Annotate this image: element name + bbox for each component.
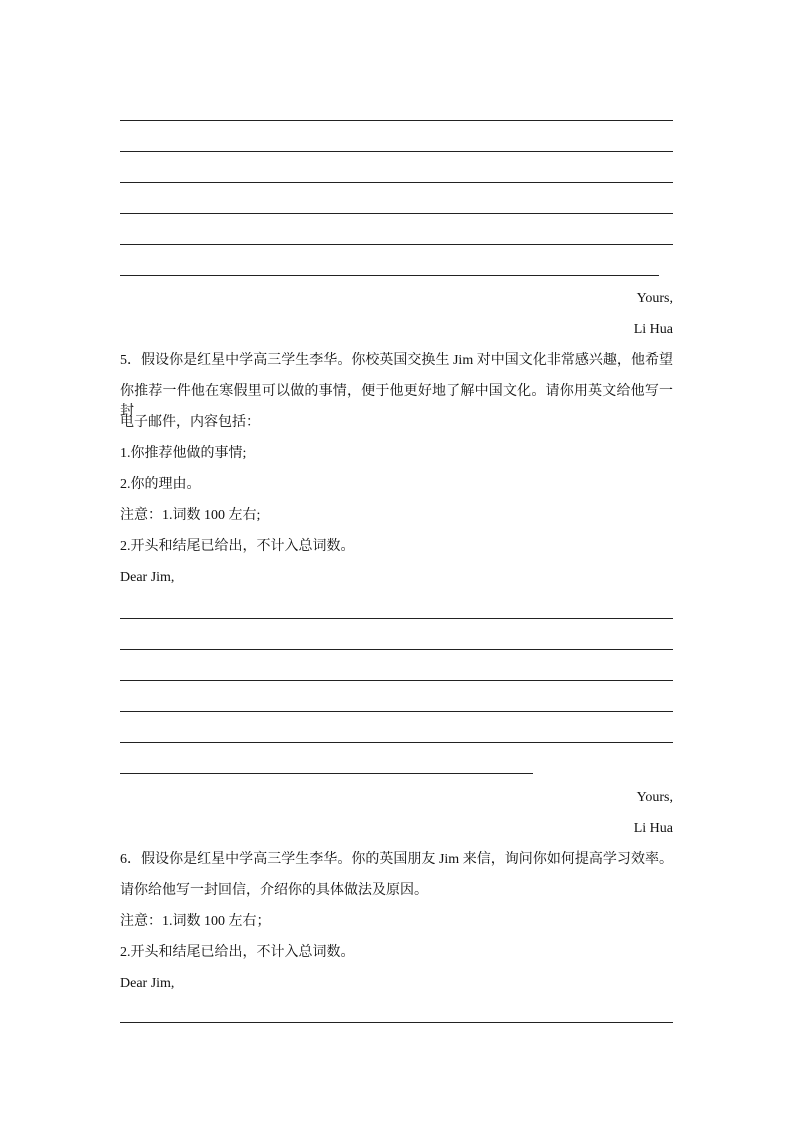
answer-line <box>120 649 673 650</box>
q5-prompt-line: 你推荐一件他在寒假里可以做的事情，便于他更好地了解中国文化。请你用英文给他写一封 <box>120 384 673 419</box>
q6-note: 注意：1.词数 100 左右； <box>120 914 271 929</box>
answer-line <box>120 742 673 743</box>
closing-yours: Yours, <box>636 291 673 306</box>
answer-line <box>120 244 673 245</box>
q5-prompt-line: 5．假设你是红星中学高三学生李华。你校英国交换生 Jim 对中国文化非常感兴趣，他希望 <box>120 353 673 368</box>
q6-greeting: Dear Jim, <box>120 976 175 991</box>
q5-prompt-line: 电子邮件，内容包括： <box>120 415 260 430</box>
answer-line <box>120 618 673 619</box>
answer-line <box>120 275 659 276</box>
answer-line <box>120 1022 673 1023</box>
closing-signature: Li Hua <box>633 821 673 836</box>
closing-yours: Yours, <box>636 790 673 805</box>
answer-line <box>120 182 673 183</box>
q6-note: 2.开头和结尾已给出，不计入总词数。 <box>120 945 355 960</box>
q6-prompt-line: 6．假设你是红星中学高三学生李华。你的英国朋友 Jim 来信，询问你如何提高学习效率。 <box>120 852 673 867</box>
q5-note: 2.开头和结尾已给出，不计入总词数。 <box>120 539 355 554</box>
answer-line <box>120 711 673 712</box>
answer-line <box>120 120 673 121</box>
q5-requirement-item: 2.你的理由。 <box>120 477 201 492</box>
answer-line <box>120 680 673 681</box>
answer-line <box>120 773 533 774</box>
q5-requirement-item: 1.你推荐他做的事情; <box>120 446 247 461</box>
q5-greeting: Dear Jim, <box>120 570 175 585</box>
closing-signature: Li Hua <box>633 322 673 337</box>
answer-line <box>120 151 673 152</box>
q6-prompt-line: 请你给他写一封回信，介绍你的具体做法及原因。 <box>120 883 428 898</box>
answer-line <box>120 213 673 214</box>
q5-note: 注意：1.词数 100 左右; <box>120 508 261 523</box>
